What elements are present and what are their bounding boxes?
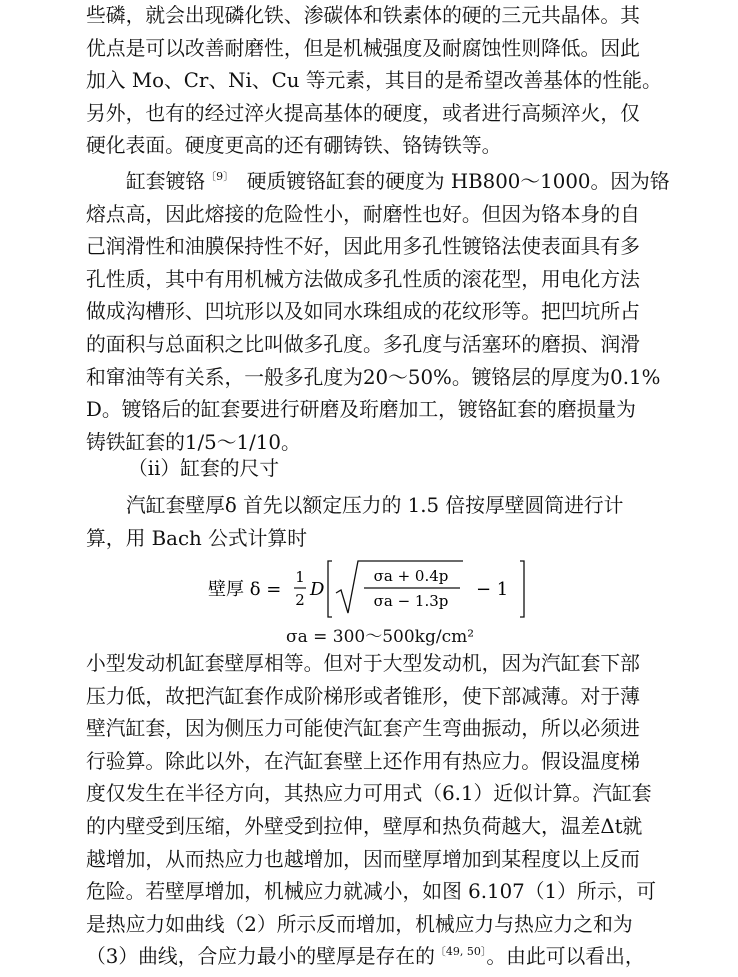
formula-half-numerator: 1 [295,568,305,586]
text-line: 加入 Mo、Cr、Ni、Cu 等元素，其目的是希望改善基体的性能。 [86,69,662,93]
reference-mark: 〔9〕 [205,170,235,183]
formula-half-denominator: 2 [295,591,305,609]
text-line: 算，用 Bach 公式计算时 [86,526,307,550]
bach-formula [208,557,548,621]
text-line-end: 。由此可以看出， [486,945,645,969]
text-line: 硬化表面。硬度更高的还有硼铸铁、铬铸铁等。 [86,134,502,158]
formula-minus-one: − 1 [476,579,509,600]
reference-mark: 〔49, 50〕 [434,945,487,959]
text-line: 压力低，故把汽缸套作成阶梯形或者锥形，使下部减薄。对于薄 [86,684,640,708]
text-line: 做成沟槽形、凹坑形以及如同水珠组成的花纹形等。把凹坑所占 [86,300,640,324]
paragraph-chrome-plating [86,166,690,459]
paragraph-lead: 缸套镀铬 [126,170,206,193]
text-line [86,166,690,199]
formula-condition: σa = 300～500kg/cm² [286,627,475,647]
text-line: 熔点高，因此熔接的危险性小，耐磨性也好。但因为铬本身的自 [86,202,640,226]
text-line: 是热应力如曲线（2）所示反而增加，机械应力与热应力之和为 [86,912,633,936]
formula-lhs: 壁厚 δ = [208,579,282,600]
text-line [86,941,690,974]
sqrt-numerator: σa + 0.4p [373,567,449,585]
text-line: 越增加，从而热应力也越增加，因而壁厚增加到某程度以上反而 [86,847,640,871]
text-line: 和窜油等有关系，一般多孔度为20～50%。镀铬层的厚度为0.1% [86,365,661,389]
text-line: 的内壁受到压缩，外壁受到拉伸，壁厚和热负荷越大，温差Δt就 [86,814,643,838]
text-line-rest: 硬质镀铬缸套的硬度为 HB800～1000。因为铬 [246,170,670,193]
formula-graphic [208,557,548,621]
text-line: D。镀铬后的缸套要进行研磨及珩磨加工，镀铬缸套的磨损量为 [86,398,636,422]
text-line: 些磷，就会出现磷化铁、渗碳体和铁素体的硬的三元共晶体。其 [86,4,640,27]
text-line: 孔性质，其中有用机械方法做成多孔性质的滚花型，用电化方法 [86,267,640,291]
text-line: 壁汽缸套，因为侧压力可能使汽缸套产生弯曲振动，所以必须进 [86,717,640,741]
text-line: 另外，也有的经过淬火提高基体的硬度，或者进行高频淬火，仅 [86,101,640,125]
formula-diameter: D [310,579,325,600]
text-line: 行验算。除此以外，在汽缸套壁上还作用有热应力。假设温度梯 [86,749,640,773]
text-line: 汽缸套壁厚δ 首先以额定压力的 1.5 倍按厚壁圆筒进行计 [126,494,624,517]
sqrt-denominator: σa − 1.3p [373,592,449,610]
paragraph-thermal-stress [86,648,690,974]
text-line: 小型发动机缸套壁厚相等。但对于大型发动机，因为汽缸套下部 [86,652,640,675]
section-heading: （ii）缸套的尺寸 [128,457,280,480]
left-bracket [328,561,332,617]
text-line-start: （3）曲线，合应力最小的壁厚是存在的 [86,945,435,969]
paragraph-wall-thickness [86,490,690,555]
text-line: 己润滑性和油膜保持性不好，因此用多孔性镀铬法使表面具有多 [86,235,640,259]
text-line: 危险。若壁厚增加，机械应力就减小，如图 6.107（1）所示，可 [86,880,657,904]
text-line: 的面积与总面积之比叫做多孔度。多孔度与活塞环的磨损、润滑 [86,332,640,356]
text-line: 优点是可以改善耐磨性，但是机械强度及耐腐蚀性则降低。因此 [86,36,640,60]
right-bracket [520,561,524,617]
paragraph-cast-iron [86,0,690,163]
text-line: 度仅发生在半径方向，其热应力可用式（6.1）近似计算。汽缸套 [86,782,652,806]
text-line: 铸铁缸套的1/5～1/10。 [86,430,301,454]
